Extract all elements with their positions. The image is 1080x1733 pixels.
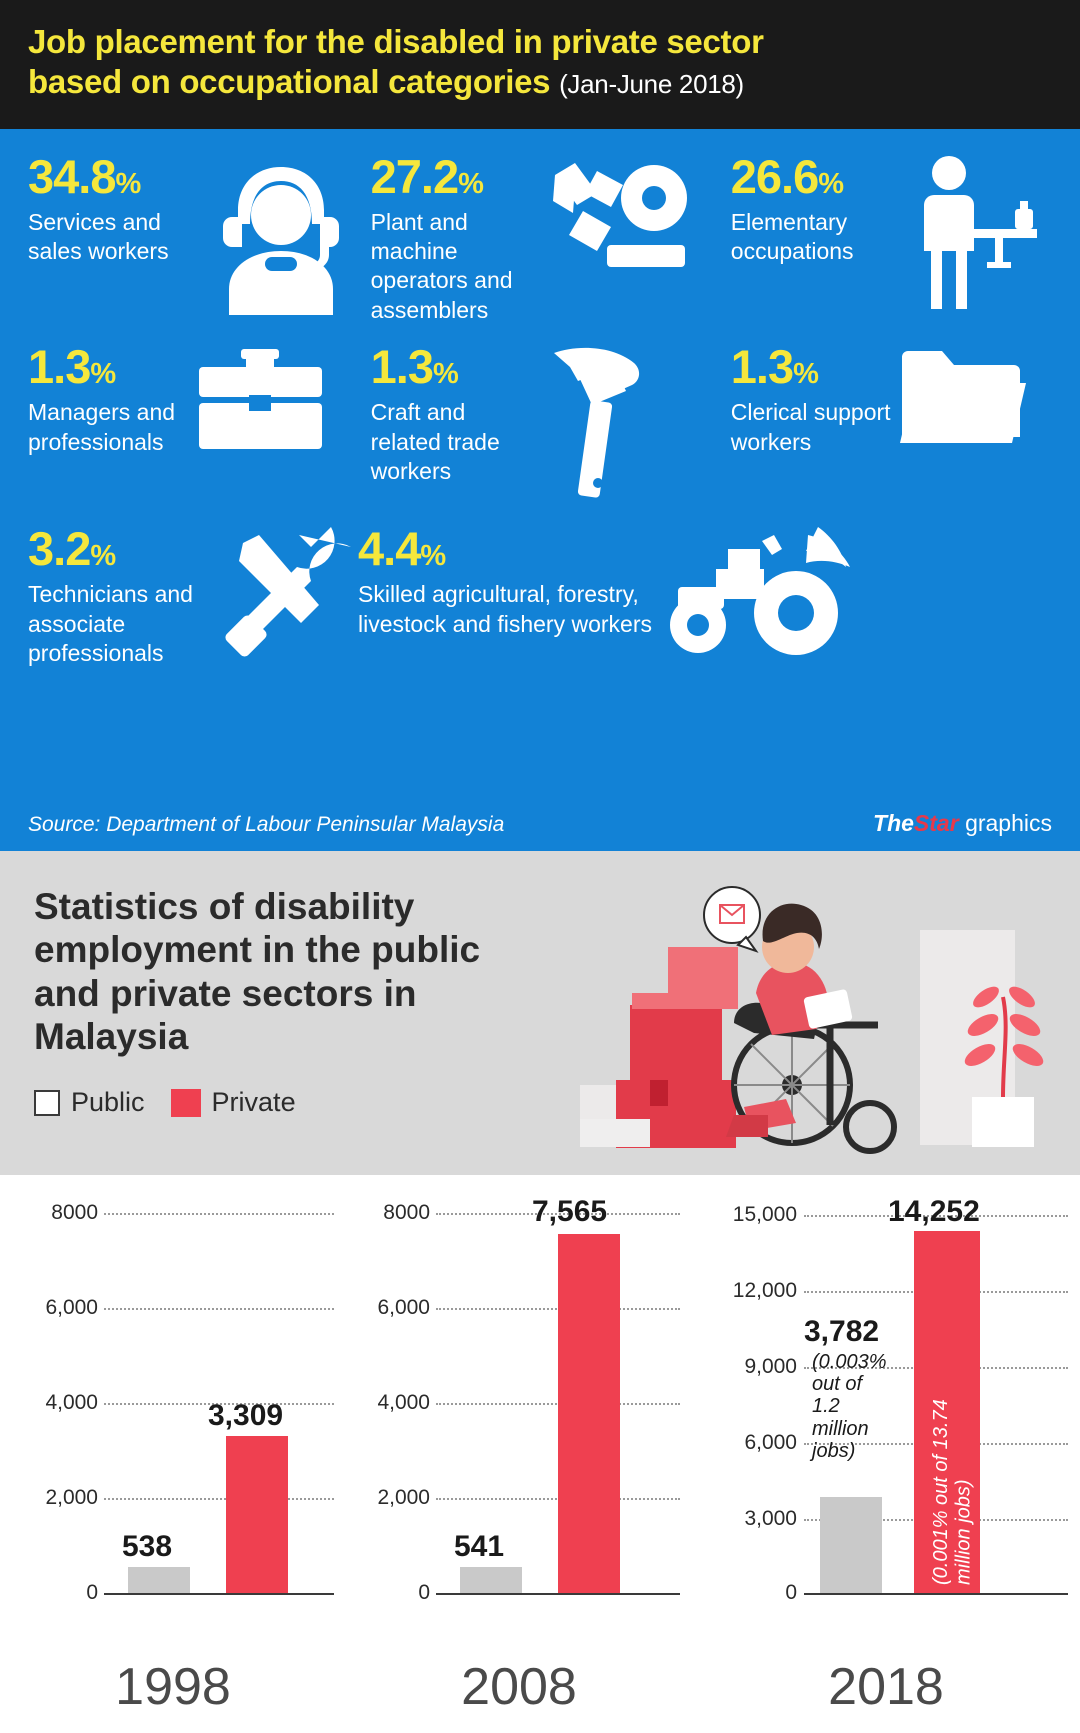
category-percent: 1.3% — [730, 340, 818, 394]
category-craft-trade-workers — [370, 340, 731, 503]
bar-private-1998 — [226, 1436, 288, 1593]
legend-item-private — [171, 1087, 296, 1118]
bar-label-private-1998: 3,309 — [208, 1398, 284, 1432]
category-row-2 — [28, 340, 1052, 503]
category-label: Technicians and associate professionals — [28, 581, 193, 667]
category-services-and-sales — [28, 149, 371, 326]
bar-label-private-2008: 7,565 — [532, 1194, 608, 1228]
occupational-categories-panel — [0, 129, 1080, 851]
bar-label-public-2018: 3,782 — [804, 1314, 880, 1348]
cleaner-worker-icon — [909, 153, 1039, 313]
category-agricultural-fishery — [358, 522, 918, 668]
screwdriver-wrench-icon — [223, 525, 358, 660]
category-label: Craft and related trade workers — [370, 399, 500, 485]
x-axis — [804, 1593, 1068, 1595]
ytick-6000: 6,000 — [377, 1295, 430, 1319]
category-label: Elementary occupations — [730, 208, 854, 264]
legend-swatch-private — [171, 1089, 201, 1117]
bar-public-2008 — [460, 1567, 522, 1593]
category-percent: 1.3% — [370, 340, 458, 394]
chart-2008 — [346, 1193, 692, 1733]
chart-year-2018: 2018 — [828, 1657, 944, 1716]
gridline — [104, 1498, 334, 1500]
category-label: Services and sales workers — [28, 208, 169, 264]
category-percent: 27.2% — [370, 149, 483, 203]
bar-annotation-public-2018: (0.003% out of 1.2 million jobs) — [812, 1350, 887, 1463]
header — [0, 0, 1080, 129]
ytick-3000: 3,000 — [744, 1506, 797, 1530]
ytick-8000: 8000 — [51, 1200, 98, 1224]
page-title — [28, 22, 1052, 103]
bar-public-1998 — [128, 1567, 190, 1593]
stats-section-header — [0, 851, 1080, 1175]
category-plant-machine-operators — [370, 149, 731, 326]
category-managers-professionals — [28, 340, 371, 503]
bar-label-public-1998: 538 — [122, 1529, 173, 1563]
category-label: Clerical support workers — [730, 399, 891, 455]
ytick-6000: 6,000 — [744, 1430, 797, 1454]
category-percent: 4.4% — [358, 522, 446, 576]
tractor-icon — [658, 525, 863, 660]
legend-item-public — [34, 1087, 145, 1118]
chart-1998 — [0, 1193, 346, 1733]
legend-swatch-public — [34, 1090, 60, 1116]
category-label: Skilled agricultural, forestry, livestock and fishery workers — [358, 581, 652, 637]
legend-label-private: Private — [211, 1087, 296, 1118]
ytick-4000: 4,000 — [45, 1390, 98, 1414]
gridline — [104, 1308, 334, 1310]
ytick-0: 0 — [418, 1580, 430, 1604]
stats-title: Statistics of disability employment in the public and private sectors in Malaysia — [34, 885, 481, 1058]
ytick-2000: 2,000 — [45, 1485, 98, 1509]
category-percent: 34.8% — [28, 149, 141, 203]
category-label: Managers and professionals — [28, 399, 176, 455]
category-row-1 — [28, 149, 1052, 326]
category-elementary-occupations — [730, 149, 1052, 326]
bar-annotation-private-2018: (0.001% out of 13.74 million jobs) — [930, 1398, 975, 1585]
x-axis — [436, 1593, 680, 1595]
category-row-3 — [28, 522, 1052, 668]
bar-label-public-2008: 541 — [454, 1529, 505, 1563]
ytick-15000: 15,000 — [732, 1202, 797, 1226]
woman-in-wheelchair-with-boxes-illustration — [520, 875, 1080, 1175]
brand-logo: TheStar graphics — [873, 809, 1052, 836]
bar-private-2008 — [558, 1234, 620, 1593]
ytick-4000: 4,000 — [377, 1390, 430, 1414]
gridline — [104, 1213, 334, 1215]
bar-public-2018 — [820, 1497, 882, 1593]
ytick-8000: 8000 — [383, 1200, 430, 1224]
ytick-6000: 6,000 — [45, 1295, 98, 1319]
title-period: (Jan-June 2018) — [559, 69, 744, 100]
briefcase-icon — [193, 343, 328, 458]
bar-label-private-2018: 14,252 — [888, 1194, 980, 1228]
category-percent: 1.3% — [28, 340, 116, 394]
headset-operator-icon — [206, 153, 356, 318]
chart-2018 — [692, 1193, 1080, 1733]
ytick-2000: 2,000 — [377, 1485, 430, 1509]
ytick-9000: 9,000 — [744, 1354, 797, 1378]
chart-year-1998: 1998 — [115, 1657, 231, 1716]
ytick-0: 0 — [785, 1580, 797, 1604]
folder-icon — [896, 343, 1026, 453]
x-axis — [104, 1593, 334, 1595]
source-bar — [28, 810, 1052, 837]
category-technicians-associate — [28, 522, 358, 668]
ytick-0: 0 — [86, 1580, 98, 1604]
source-text: Source: Department of Labour Peninsular Malaysia — [28, 812, 505, 836]
title-line-2: based on occupational categories — [28, 63, 551, 101]
category-percent: 3.2% — [28, 522, 116, 576]
chart-year-2008: 2008 — [461, 1657, 577, 1716]
robot-arm-icon — [549, 153, 694, 278]
category-clerical-support — [730, 340, 1052, 503]
category-percent: 26.6% — [730, 149, 844, 203]
title-line-1: Job placement for the disabled in private sector — [28, 23, 764, 60]
category-label: Plant and machine operators and assemblers — [370, 208, 513, 323]
charts-row — [0, 1175, 1080, 1733]
legend-label-public: Public — [71, 1087, 145, 1118]
hammer-icon — [536, 343, 646, 503]
ytick-12000: 12,000 — [732, 1278, 797, 1302]
